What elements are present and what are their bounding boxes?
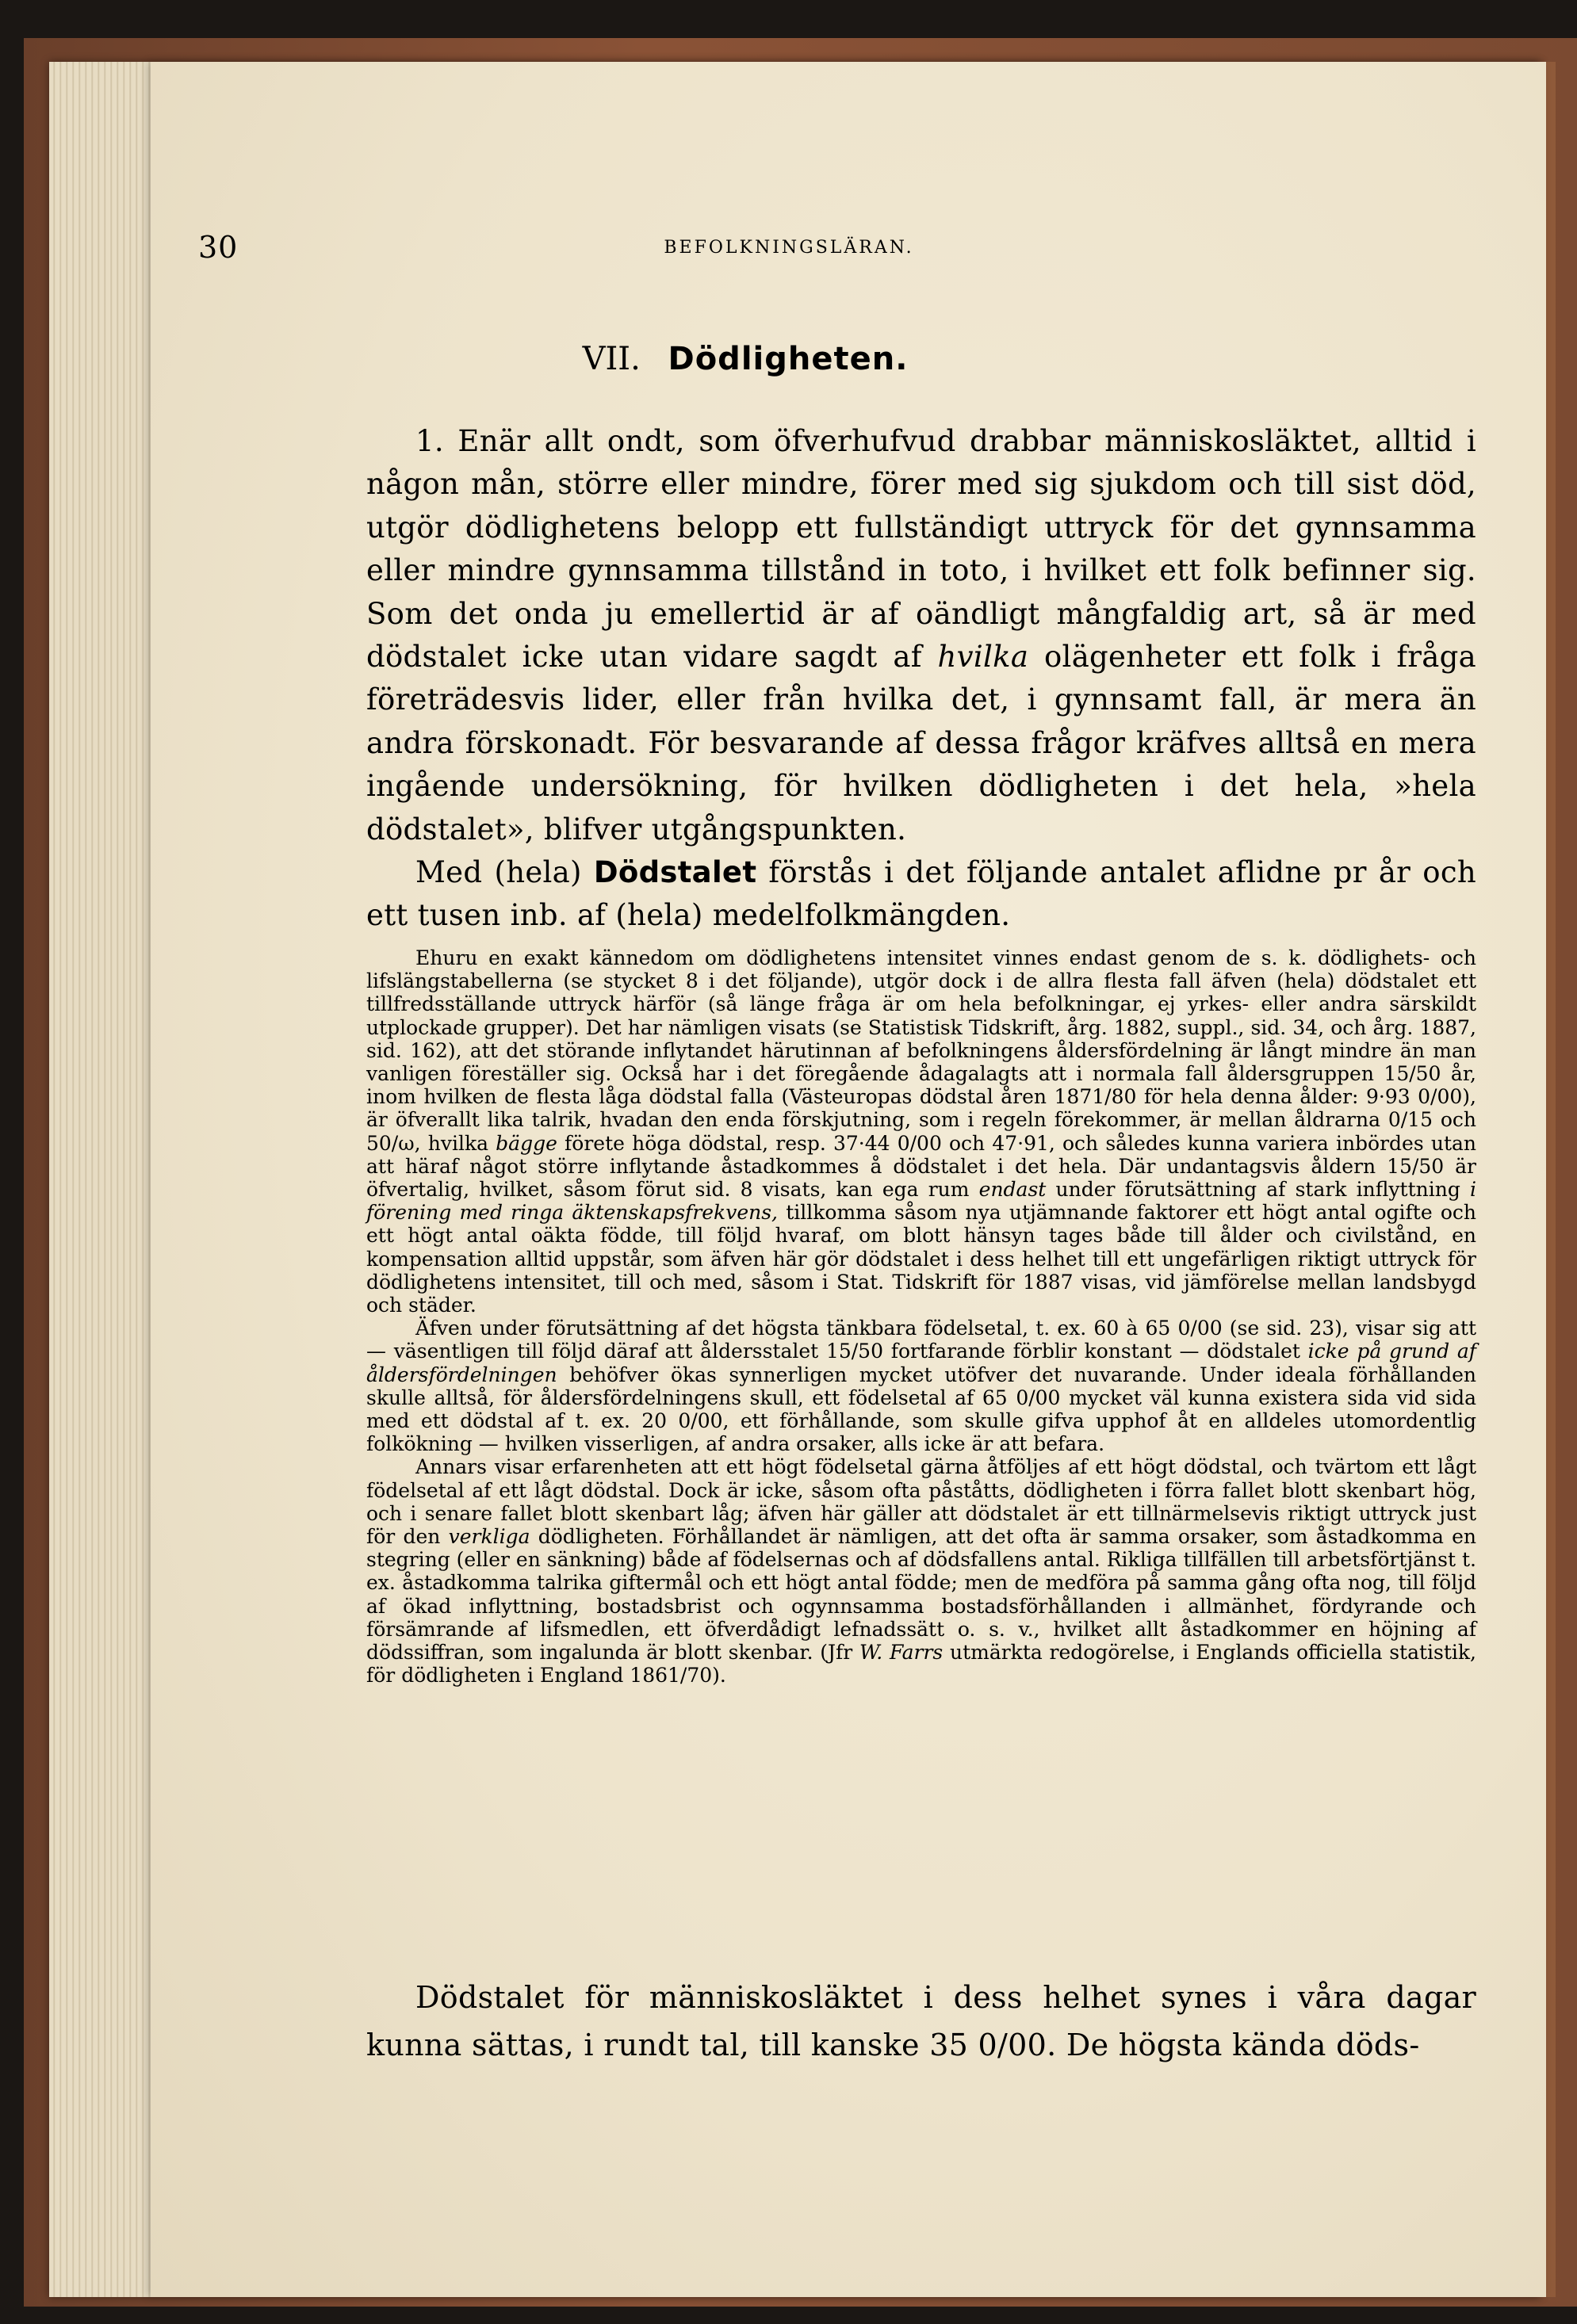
note-1-emphasis: endast [978, 1178, 1047, 1202]
note-1-text: och 47·91, och således kunna variera inbördes utan att häraf något större inflytande åstadkommes å dödstalet i det hela. Där undantagsvis åldern 15/50 är öfvertalig, hvilket, såsom förut sid. 8 visats, kan ega rum [366, 1131, 1476, 1202]
main-text [366, 420, 1476, 938]
note-2-text: behöfver ökas synnerligen mycket utöfver det nuvarande. Under ideala förhållanden skulle alltså, för åldersfördelningens skull, ett födelsetal af 65 [366, 1363, 1476, 1409]
permille-sign: 0/00 [1016, 1386, 1061, 1409]
defined-term: Dödstalet [593, 855, 757, 890]
note-3 [366, 1455, 1476, 1687]
paragraph-2-tail: förstås i det följande antalet aflidne pr år och ett tusen inb. af (hela) medelfolkmängden. [366, 855, 1476, 933]
note-1-text: Ehuru en exakt kännedom om dödlighetens intensitet vinnes endast genom de s. k. dödlighets- och lifslängstabellerna (se stycket 8 i det följande), utgör dock i de allra flesta fall äfven (hela) dödstalet ett tillfredsställande uttryck härför (så länge fråga är om hela befolkningar, ej yrkes- eller andra särskildt utplockade grupper). Det har nämligen visats (se Statistisk Tidskrift, årg. 1882, suppl., sid. 34, och årg. 1887, sid. 162), att det störande inflytandet härutinnan af befolkningens åldersfördelning är långt mindre än man vanligen föreställer sig. Också har i det föregående ådagalagts att i normala fall åldersgruppen 15/50 år, inom hvilken de flesta låga dödstal falla (Västeuropas dödstal åren 1871/80 för hela denna ålder: 9·93 [366, 946, 1476, 1109]
closing-text [366, 1974, 1476, 2069]
running-head: BEFOLKNINGSLÄRAN. [664, 238, 914, 258]
paragraph-2 [366, 851, 1476, 938]
page-header [198, 230, 1292, 269]
note-3-text: Annars visar erfarenheten att ett högt födelsetal gärna åtföljes af ett högt dödstal, och tvärtom ett lågt födelsetal af ett lågt dödstal. Dock är icke, såsom ofta påståtts, dödligheten i förra fallet blott skenbart hög, och i senare fallet blott skenbart låg; äfven här gäller att dödstalet är ett tillnärmelsevis riktigt uttryck just för den [366, 1455, 1476, 1549]
note-1-text: under förutsättning af stark inflyttning [1046, 1178, 1470, 1202]
note-1 [366, 946, 1476, 1317]
paragraph-1-lead: 1. Enär allt ondt, som öfverhufvud drabbar människosläktet, alltid i någon mån, större eller mindre, förer med sig sjukdom och till sist död, utgör dödlighetens belopp ett fullständigt uttryck för det gynnsamma eller mindre gynnsamma tillstånd in toto, i hvilket ett folk befinner sig. Som det onda ju emellertid är af oändligt mångfaldig art, så är med dödstalet icke utan vidare sagdt af [366, 424, 1476, 675]
permille-sign: 0/00 [1418, 1085, 1463, 1109]
chapter-title: Dödligheten. [668, 341, 909, 377]
note-2-emphasis: icke på grund af åldersfördelningen [366, 1340, 1476, 1386]
permille-sign: 0/00 [978, 2028, 1047, 2062]
note-1-text: förete höga dödstal, resp. 37·44 [557, 1131, 898, 1155]
cover-right-edge [1546, 62, 1556, 2297]
permille-sign: 0/00 [897, 1131, 942, 1155]
small-print-notes [366, 946, 1476, 1688]
paragraph-1 [366, 420, 1476, 851]
note-3-emphasis: verkliga [448, 1525, 530, 1549]
note-2-text: , ett förhållande, som skulle gifva upphof åt en alldeles utomordentlig folkökning — hvilken visserligen, af andra orsaker, alls icke är att befara. [366, 1409, 1476, 1456]
closing-paragraph [366, 1974, 1476, 2069]
closing-text-tail: . De högsta kända döds- [1047, 2028, 1420, 2062]
paragraph-1-tail: olägenheter ett folk i fråga företrädesvis lider, eller från hvilka det, i gynnsamt fall, är mera än andra förskonadt. För besvarande af dessa frågor kräfves alltså en mera ingående undersökning, för hvilken dödligheten i det hela, »hela dödstalet», blifver utgångspunkten. [366, 640, 1476, 847]
note-3-text: utmärkta redogörelse, i Englands officiella statistik, för dödligheten i England 1861/70). [366, 1641, 1476, 1688]
note-3-emphasis: W. Farrs [859, 1641, 944, 1665]
note-2-text: Äfven under förutsättning af det högsta tänkbara födelsetal, t. ex. 60 à 65 [415, 1317, 1178, 1340]
note-1-text: tillkomma såsom nya utjämnande faktorer ett högt antal ogifte och ett högt antal oäkta födde, till följd hvaraf, om blott hänsyn tages både till ålder och civilstånd, en kompensation alltid uppstår, som äfven här gör dödstalet i dess helhet till ett ungefärligen riktigt uttryck för dödlighetens intensitet, till och med, såsom i Stat. Tidskrift för 1887 visas, vid jämförelse mellan landsbygd och städer. [366, 1201, 1476, 1317]
page-number: 30 [198, 230, 239, 265]
note-1-text: ), är öfverallt lika talrik, hvadan den enda förskjutning, som i regeln förekommer, är mellan åldrarna 0/15 och 50/ω, hvilka [366, 1085, 1476, 1155]
permille-sign: 0/00 [678, 1409, 723, 1433]
paragraph-2-lead: Med (hela) [415, 855, 594, 890]
note-2-text: mycket väl kunna existera sida vid sida med ett dödstal af t. ex. 20 [366, 1386, 1476, 1433]
note-3-text: dödligheten. Förhållandet är nämligen, att det ofta är samma orsaker, som åstadkomma en stegring (eller en sänkning) både af födelsernas och af dödsfallens antal. Rikliga tillfällen till arbetsförtjänst t. ex. åstadkomma talrika giftermål och ett högt antal födde; men de medföra på samma gång ofta nog, till följd af ökad inflyttning, bostadsbrist och ogynnsamma bostadsförhållanden i allmänhet, fördyrande och försämrande af lifsmedlen, ett öfverdådigt lefnadssätt o. s. v., hvilket allt åstadkommer en höjning af dödssiffran, som ingalunda är blott skenbar. (Jfr [366, 1525, 1476, 1665]
note-1-emphasis: bägge [496, 1131, 557, 1155]
chapter-numeral: VII. [582, 341, 641, 377]
note-1-emphasis: i förening med ringa äktenskapsfrekvens, [366, 1178, 1476, 1225]
chapter-heading [198, 341, 1292, 377]
note-2-text: (se sid. 23), visar sig att — väsentligen till följd däraf att åldersstalet 15/50 fortfarande förblir konstant — dödstalet [366, 1317, 1476, 1363]
note-2 [366, 1317, 1476, 1455]
closing-text-lead: Dödstalet för människosläktet i dess helhet synes i våra dagar kunna sättas, i rundt tal, till kanske 35 [366, 1980, 1476, 2062]
paragraph-1-emphasis: hvilka [937, 640, 1029, 675]
permille-sign: 0/00 [1177, 1317, 1223, 1340]
